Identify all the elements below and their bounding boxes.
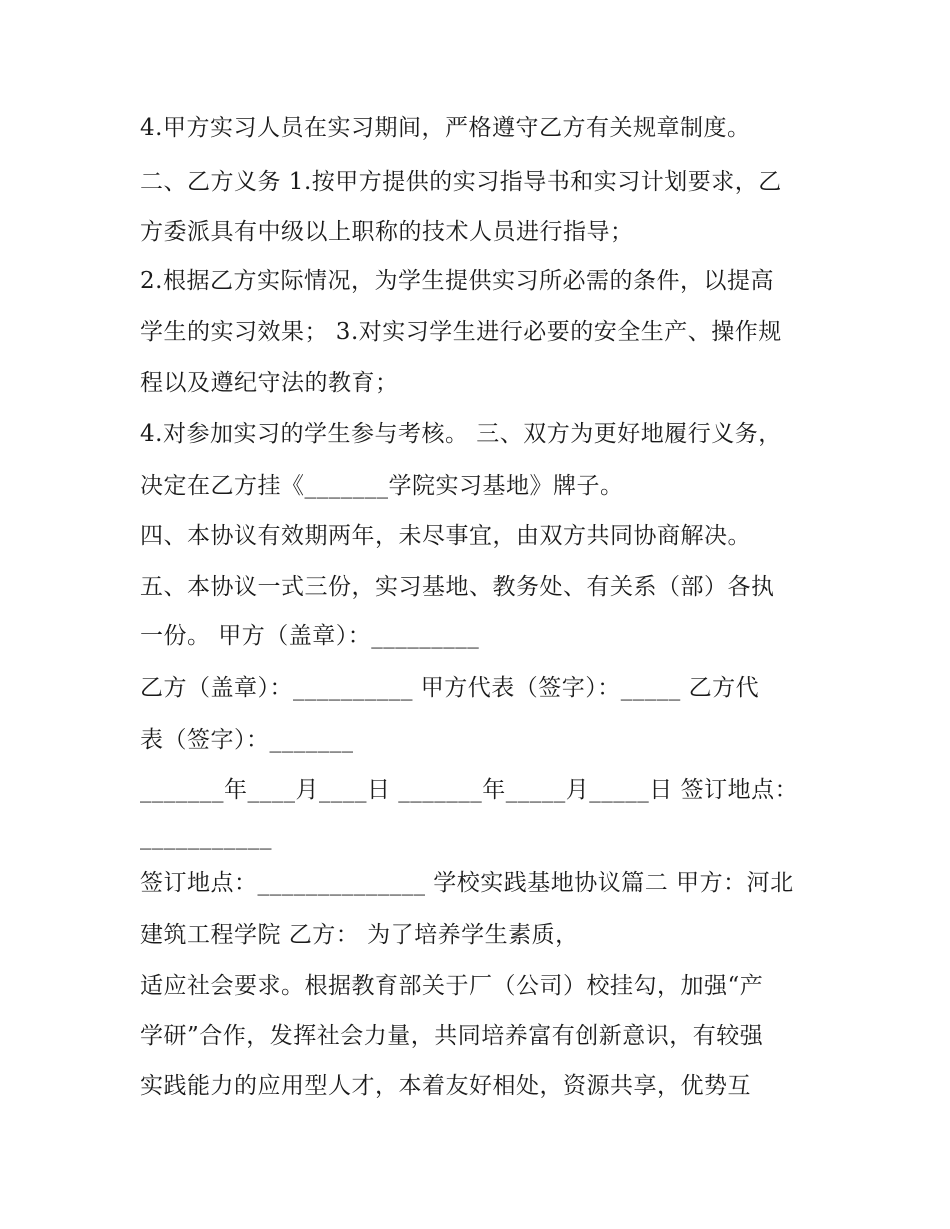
text-line: 学研”合作，发挥社会力量，共同培养富有创新意识，有较强 (140, 1023, 764, 1049)
text-line: 五、本协议一式三份，实习基地、教务处、有关系（部）各执 (140, 574, 775, 600)
text-line: 二、乙方义务 1.按甲方提供的实习指导书和实习计划要求，乙 (140, 169, 782, 195)
text-line: 4.甲方实习人员在实习期间，严格遵守乙方有关规章制度。 (140, 115, 751, 141)
text-line: 建筑工程学院 乙方： 为了培养学生素质， (140, 922, 579, 948)
text-line: 表（签字）：_______ (140, 727, 354, 753)
text-line: 2.根据乙方实际情况，为学生提供实习所必需的条件，以提高 (140, 268, 774, 294)
text-line: 实践能力的应用型人才，本着友好相处，资源共享，优势互 (140, 1073, 751, 1099)
text-line: 方委派具有中级以上职称的技术人员进行指导； (140, 219, 634, 245)
text-line: 适应社会要求。根据教育部关于厂（公司）校挂勾，加强“产 (140, 973, 764, 999)
text-line: ___________ (140, 824, 272, 850)
text-line: 乙方（盖章）：__________ 甲方代表（签字）：_____ 乙方代 (140, 675, 760, 701)
text-line: 四、本协议有效期两年，未尽事宜，由双方共同协商解决。 (140, 523, 751, 549)
text-line: 签订地点：______________ 学校实践基地协议篇二 甲方：河北 (140, 870, 794, 896)
text-line: _______年____月____日 _______年_____月_____日 签订地点： (140, 777, 799, 803)
text-line: 程以及遵纪守法的教育； (140, 370, 399, 396)
text-line: 决定在乙方挂《_______学院实习基地》牌子。 (140, 473, 624, 499)
text-line: 一份。 甲方（盖章）：_________ (140, 623, 480, 649)
text-line: 学生的实习效果； 3.对实习学生进行必要的安全生产、操作规 (140, 319, 782, 345)
text-line: 4.对参加实习的学生参与考核。 三、双方为更好地履行义务， (140, 421, 782, 447)
